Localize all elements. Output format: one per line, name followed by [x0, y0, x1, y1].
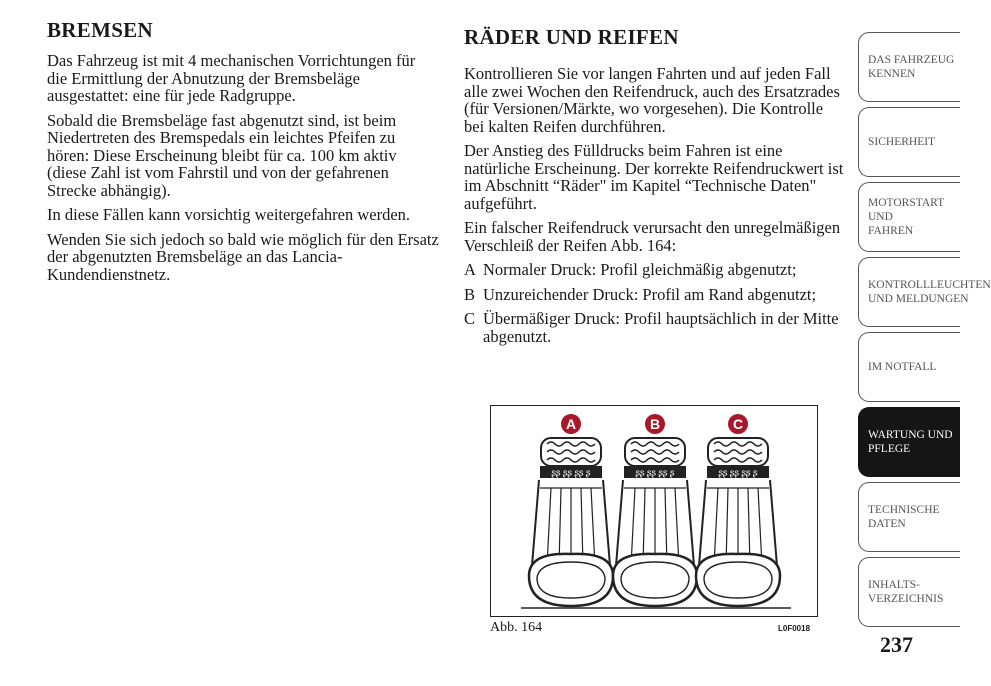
list-text: Unzureichender Druck: Profil am Rand abgenutzt; — [483, 284, 817, 304]
list-text: Normaler Druck: Profil gleichmäßig abgenutzt; — [483, 260, 797, 279]
tire-wear-figure — [471, 405, 818, 617]
label-a-text: A — [565, 416, 577, 432]
tab-label: IM NOTFALL — [868, 361, 937, 373]
tab-label: TECHNISCHE DATEN — [868, 504, 940, 530]
tab-das-fahrzeug-kennen[interactable] — [858, 32, 960, 102]
tab-label: INHALTS- VERZEICHNIS — [868, 579, 944, 605]
paragraph: Kontrollieren Sie vor langen Fahrten und auf jeden Fall alle zwei Wochen den Reifendruck, auch des Ersatzrades (für Versionen/Märkte, wo vorgesehen). Die Kontrolle bei kalten Reifen durchführen. — [464, 64, 840, 136]
tab-sicherheit[interactable] — [858, 107, 960, 177]
list-text: Übermäßiger Druck: Profil hauptsächlich in der Mitte abgenutzt. — [483, 309, 839, 346]
label-badge-a — [561, 414, 581, 434]
list-letter: B — [464, 284, 476, 304]
label-badge-c — [728, 414, 748, 434]
tab-inhaltsverzeichnis[interactable] — [858, 557, 960, 627]
list-letter: A — [464, 260, 476, 279]
tab-label: WARTUNG UND PFLEGE — [868, 429, 953, 455]
tab-label: KONTROLLLEUCHTEN UND MELDUNGEN — [868, 279, 991, 305]
tab-im-notfall[interactable] — [858, 332, 960, 402]
list-item — [464, 310, 846, 345]
tab-wartung-und-pflege[interactable] — [858, 407, 960, 477]
tab-motorstart-und-fahren[interactable] — [858, 182, 960, 252]
chapter-sidebar — [858, 32, 991, 632]
list-item — [464, 286, 846, 304]
tire-normal-pressure — [529, 438, 613, 606]
list-letter: C — [464, 309, 476, 328]
label-b-text: B — [649, 416, 661, 432]
paragraph: In diese Fällen kann vorsichtig weitergefahren werden. — [47, 205, 411, 224]
tab-label: DAS FAHRZEUG KENNEN — [868, 54, 955, 80]
tire-high-pressure — [696, 438, 780, 606]
paragraph: Sobald die Bremsbeläge fast abgenutzt sind, ist beim Niedertreten des Bremspedals ein leichtes Pfeifen zu hören: Diese Erscheinung bleibt für ca. 100 km aktiv (diese Zahl ist vom Fahrstil und von der gefahrenen Strecke abhängig). — [47, 110, 397, 200]
tab-label: MOTORSTART UND FAHREN — [868, 197, 944, 237]
tire-low-pressure — [613, 438, 697, 606]
left-column — [47, 0, 439, 290]
section-title-raeder: RÄDER UND REIFEN — [464, 25, 679, 49]
page-number: 237 — [880, 632, 913, 657]
right-column — [464, 0, 846, 352]
paragraph: Das Fahrzeug ist mit 4 mechanischen Vorrichtungen für die Ermittlung der Abnutzung der Bremsbeläge ausgestattet: eine für jede Radgruppe. — [47, 51, 416, 105]
label-c-text: C — [732, 416, 744, 432]
paragraph: Ein falscher Reifendruck verursacht den unregelmäßigen Verschleiß der Reifen Abb. 164: — [464, 218, 841, 255]
section-title-bremsen: BREMSEN — [47, 18, 153, 42]
tab-technische-daten[interactable] — [858, 482, 960, 552]
tire-illustration: ʂʂ ʂʂ ʂʂ ʂ A B C — [491, 406, 817, 616]
tab-kontrollleuchten[interactable] — [858, 257, 991, 327]
label-badge-b — [645, 414, 665, 434]
figure-code: L0F0018 — [778, 624, 811, 633]
figure-caption: Abb. 164 — [490, 620, 543, 635]
paragraph: Wenden Sie sich jedoch so bald wie möglich für den Ersatz der abgenutzten Bremsbeläge an das Lancia-Kundendienstnetz. — [47, 229, 439, 284]
list-item — [464, 261, 846, 279]
tab-label: SICHERHEIT — [868, 136, 936, 148]
paragraph: Der Anstieg des Fülldrucks beim Fahren ist eine natürliche Erscheinung. Der korrekte Reifendruckwert ist im Abschnitt “Räder" im Kapitel “Technische Daten" aufgeführt. — [464, 141, 844, 213]
